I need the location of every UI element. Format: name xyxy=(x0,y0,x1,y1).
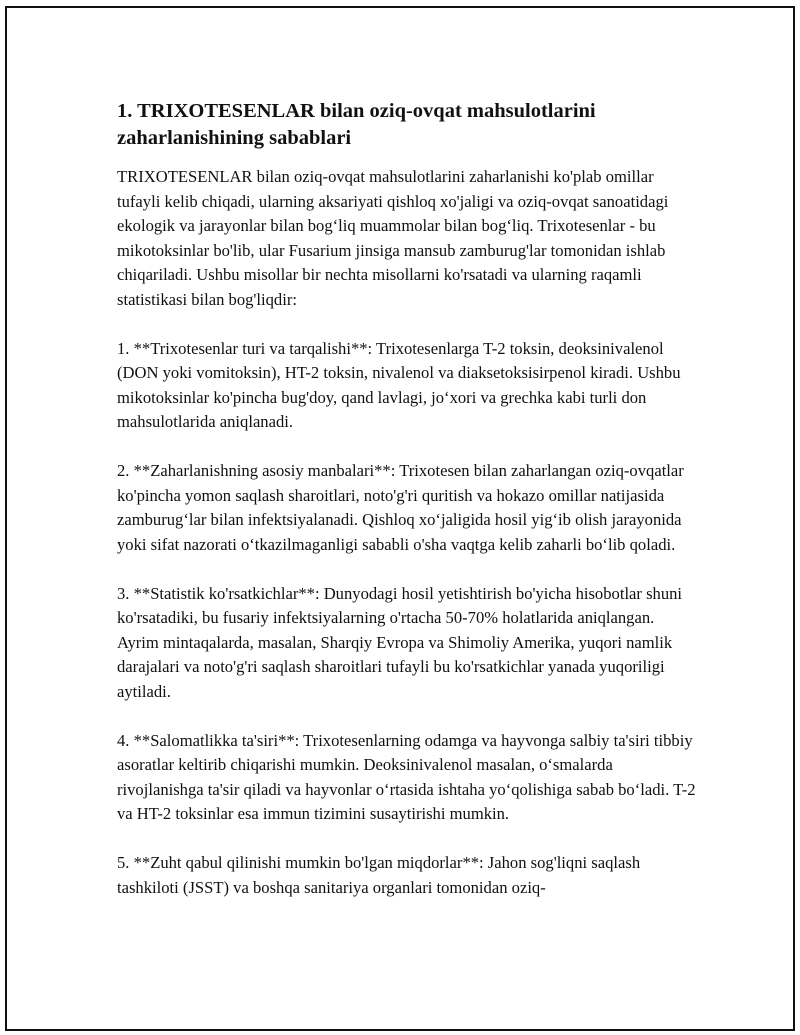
paragraph-5-limits: 5. **Zuht qabul qilinishi mumkin bo'lgan miqdorlar**: Jahon sog'liqni saqlash tashkiloti (JSST) va boshqa sanitariya organlari tomonidan oziq- xyxy=(117,853,641,897)
paragraph-3-statistics: 3. **Statistik ko'rsatkichlar**: Dunyodagi hosil yetishtirish bo'yicha hisobotlar shuni ko'rsatadiki, bu fusariy infektsiyalarning o'rtacha 50-70% holatlarida aniqlangan. Ayrim mintaqalarda, masalan, Sharqiy Evropa va Shimoliy Amerika, yuqori namlik darajalari va noto'g'ri saqlash sharoitlari tufayli bu ko'rsatkichlar yanada yuqoriligi aytiladi. xyxy=(117,583,683,701)
document-body xyxy=(117,98,697,925)
paragraph-2-sources: 2. **Zaharlanishning asosiy manbalari**: Trixotesen bilan zaharlangan oziq-ovqatlar ko'pincha yomon saqlash sharoitlari, noto'g'ri quritish va hokazo omillar natijasida zamburug‘lar bilan infektsiyalanadi. Qishloq xo‘jaligida hosil yig‘ib olish jarayonida yoki sifat nazorati o‘tkazilmaganligi sababli o'sha vaqtga kelib zaharli bo‘lib qoladi. xyxy=(117,461,684,554)
paragraph-1-types: 1. **Trixotesenlar turi va tarqalishi**: Trixotesenlarga T-2 toksin, deoksinivalenol (DON yoki vomitoksin), HT-2 toksin, nivalenol va diaksetoksisirpenol kiradi. Ushbu mikotoksinlar ko'pincha bug'doy, qand lavlagi, jo‘xori va grechka kabi turli don mahsulotlarida aniqlanadi. xyxy=(117,338,681,431)
page-border xyxy=(5,6,795,1031)
document-title: 1. TRIXOTESENLAR bilan oziq-ovqat mahsulotlarini zaharlanishining sabablari xyxy=(117,100,596,149)
intro-paragraph: TRIXOTESENLAR bilan oziq-ovqat mahsulotlarini zaharlanishi ko'plab omillar tufayli kelib chiqadi, ularning aksariyati qishloq xo'jaligi va oziq-ovqat sanoatidagi ekologik va jarayonlar bilan bog‘liq muammolar bilan bog‘liq. Trixotesenlar - bu mikotoksinlar bo'lib, ular Fusarium jinsiga mansub zamburug'lar tomonidan ishlab chiqariladi. Ushbu misollar bir nechta misollarni ko'rsatadi va ularning raqamli statistikasi bilan bog'liqdir: xyxy=(117,167,669,309)
paragraph-4-health: 4. **Salomatlikka ta'siri**: Trixotesenlarning odamga va hayvonga salbiy ta'siri tibbiy asoratlar keltirib chiqarishi mumkin. Deoksinivalenol masalan, o‘smalarda rivojlanishga ta'sir qiladi va hayvonlar o‘rtasida ishtaha yo‘qolishiga sabab bo‘ladi. T-2 va HT-2 toksinlar esa immun tizimini susaytirishi mumkin. xyxy=(117,730,696,823)
